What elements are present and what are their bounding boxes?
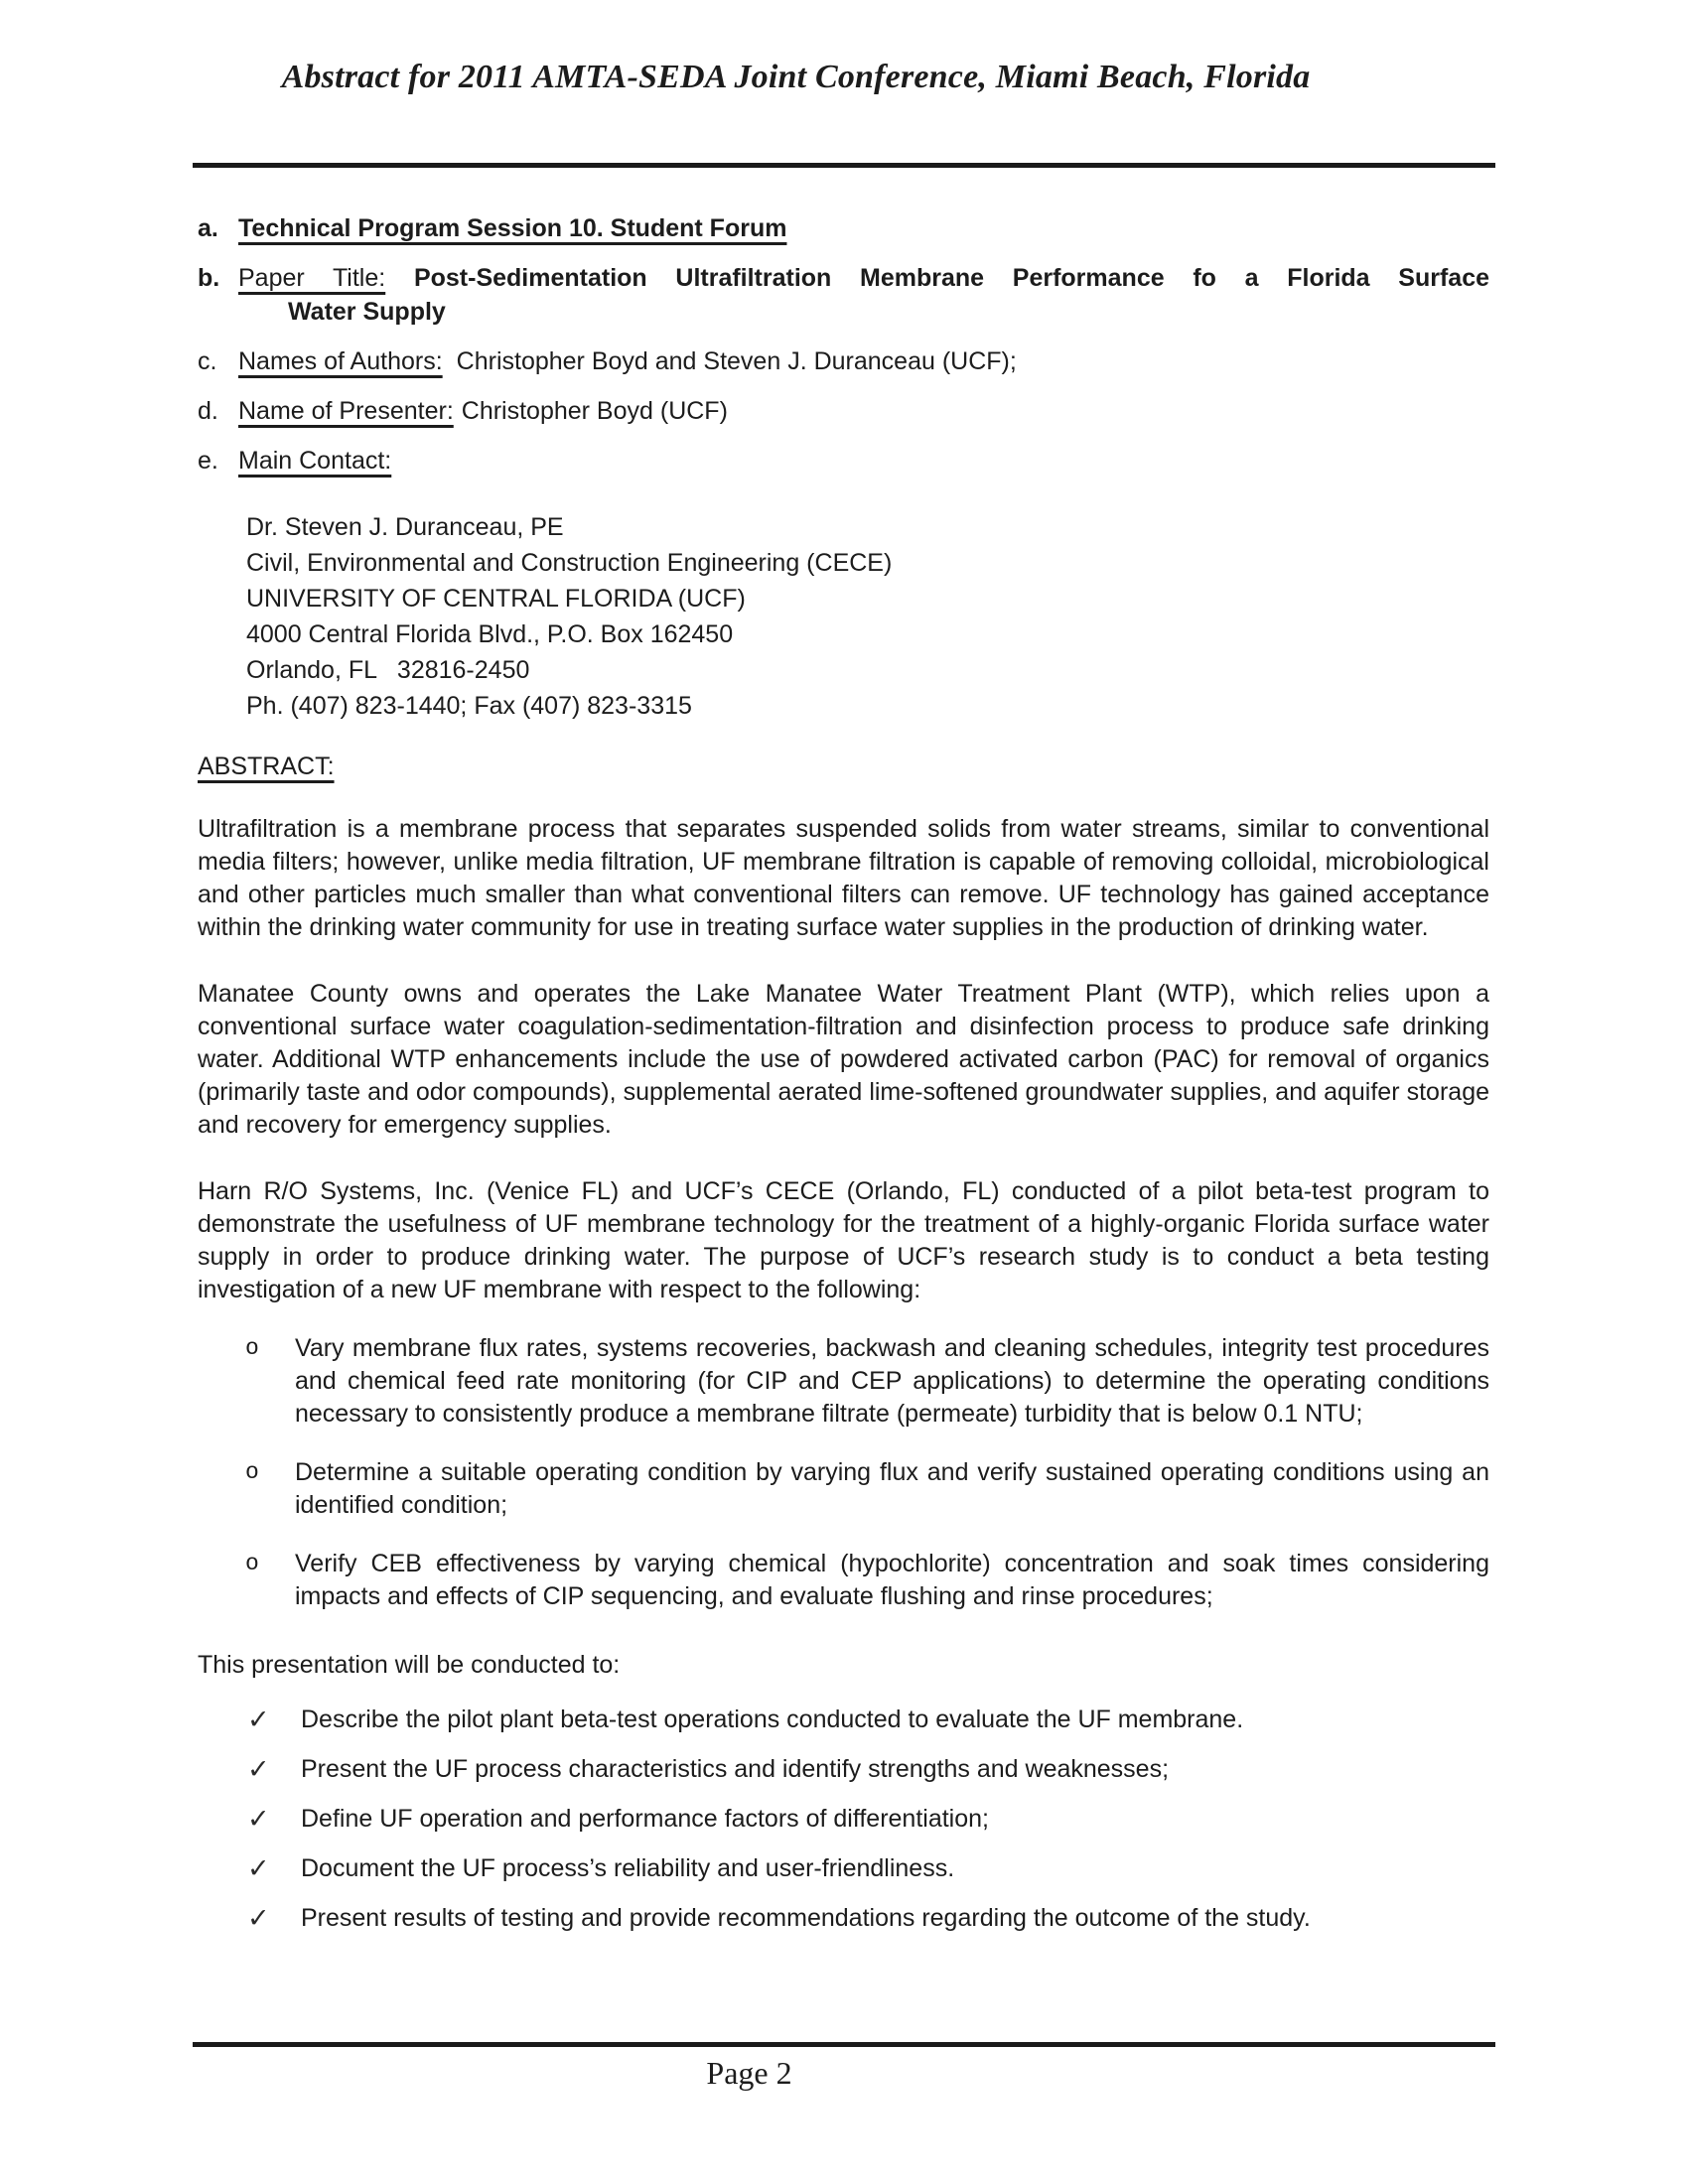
contact-line-phone-fax: Ph. (407) 823-1440; Fax (407) 823-3315 [246, 692, 692, 720]
page-number: Page 2 [706, 2055, 792, 2091]
checkmark-icon: ✓ [247, 1804, 270, 1834]
checkmark-icon: ✓ [247, 1853, 270, 1883]
checkmark-icon: ✓ [247, 1705, 270, 1734]
contact-line-department: Civil, Environmental and Construction Engineering (CECE) [246, 549, 893, 577]
meta-section [198, 211, 1489, 493]
check-item-document-reliability: ✓ Document the UF process’s reliability and user-friendliness. [247, 1853, 955, 1883]
abstract-heading: ABSTRACT: [198, 752, 335, 780]
circle-bullet-icon: o [245, 1459, 259, 1485]
item-marker: e. [198, 447, 218, 475]
presenter-value: Christopher Boyd (UCF) [461, 397, 728, 425]
paper-title-label: Paper Title: [238, 264, 386, 292]
item-marker: b. [198, 264, 220, 292]
item-marker: a. [198, 214, 218, 242]
contact-line-city: Orlando, FL 32816-2450 [246, 656, 530, 684]
presentation-intro: This presentation will be conducted to: [198, 1651, 621, 1679]
session-label: Technical Program Session 10. Student Forum [238, 214, 787, 242]
main-contact-label: Main Contact: [238, 447, 392, 475]
paper-title-content [238, 261, 1489, 329]
paper-title-text: Post-Sedimentation Ultrafiltration Membrane Performance fo a Florida Surface [413, 264, 1489, 292]
meta-item-session [198, 211, 1489, 245]
bullet-item-operating-condition: o Determine a suitable operating condition by varying flux and verify sustained operating conditions using an identified condition; [245, 1456, 1489, 1522]
page-footer [198, 2042, 1489, 2093]
checkmark-icon: ✓ [247, 1903, 270, 1933]
contact-line-name: Dr. Steven J. Duranceau, PE [246, 513, 564, 541]
check-item-present-results: ✓ Present results of testing and provide recommendations regarding the outcome of the study. [247, 1903, 1311, 1933]
abstract-paragraph-3: Harn R/O Systems, Inc. (Venice FL) and UCF’s CECE (Orlando, FL) conducted of a pilot beta-test program to demonstrate the usefulness of UF membrane technology for the treatment of a highly-organic Florida surface water supply in order to produce drinking water. The purpose of UCF’s research study is to conduct a beta testing investigation of a new UF membrane with respect to the following: [198, 1177, 1489, 1303]
check-item-define-operation: ✓ Define UF operation and performance factors of differentiation; [247, 1804, 989, 1834]
header-title: Abstract for 2011 AMTA-SEDA Joint Conference, Miami Beach, Florida [281, 59, 1311, 95]
objective-bullet-list [198, 1306, 1489, 1613]
paper-title-line1 [238, 261, 1489, 295]
circle-bullet-icon: o [245, 1335, 259, 1361]
abstract-paragraph-1: Ultrafiltration is a membrane process that separates suspended solids from water streams, similar to conventional media filters; however, unlike media filtration, UF membrane filtration is capable of removing colloidal, microbiological and other particles much smaller than what conventional filters can remove. UF technology has gained acceptance within the drinking water community for use in treating surface water supplies in the production of drinking water. [198, 815, 1489, 941]
presentation-checklist [198, 1682, 1489, 1935]
bullet-item-ceb-effectiveness: o Verify CEB effectiveness by varying chemical (hypochlorite) concentration and soak times considering impacts and effects of CIP sequencing, and evaluate flushing and rinse procedures; [245, 1548, 1489, 1613]
contact-line-street: 4000 Central Florida Blvd., P.O. Box 162450 [246, 620, 734, 648]
check-item-describe-operations: ✓ Describe the pilot plant beta-test operations conducted to evaluate the UF membrane. [247, 1705, 1244, 1734]
footer-rule [193, 2042, 1495, 2047]
item-marker: c. [198, 347, 217, 375]
bullet-item-flux-rates: o Vary membrane flux rates, systems recoveries, backwash and cleaning schedules, integrity test procedures and chemical feed rate monitoring (for CIP and CEP applications) to determine the operating conditions necessary to consistently produce a membrane filtrate (permeate) turbidity that is below 0.1 NTU; [245, 1332, 1489, 1431]
paper-title-line2: Water Supply [288, 298, 446, 326]
meta-item-main-contact [198, 444, 1489, 478]
meta-item-presenter [198, 394, 1489, 428]
meta-item-paper-title [198, 261, 1489, 329]
authors-value: Christopher Boyd and Steven J. Duranceau (UCF); [456, 347, 1017, 375]
contact-line-university: UNIVERSITY OF CENTRAL FLORIDA (UCF) [246, 585, 746, 613]
check-item-process-characteristics: ✓ Present the UF process characteristics and identify strengths and weaknesses; [247, 1754, 1170, 1784]
item-marker: d. [198, 397, 218, 425]
circle-bullet-icon: o [245, 1551, 259, 1576]
abstract-paragraph-2: Manatee County owns and operates the Lake Manatee Water Treatment Plant (WTP), which relies upon a conventional surface water coagulation-sedimentation-filtration and disinfection process to produce safe drinking water. Additional WTP enhancements include the use of powdered activated carbon (PAC) for removal of organics (primarily taste and odor compounds), supplemental aerated lime-softened groundwater supplies, and aquifer storage and recovery for emergency supplies. [198, 980, 1489, 1139]
presenter-label: Name of Presenter: [238, 397, 454, 425]
meta-item-authors [198, 344, 1489, 378]
contact-block [246, 509, 1489, 724]
header-rule [193, 163, 1495, 168]
authors-label: Names of Authors: [238, 347, 443, 375]
checkmark-icon: ✓ [247, 1754, 270, 1784]
